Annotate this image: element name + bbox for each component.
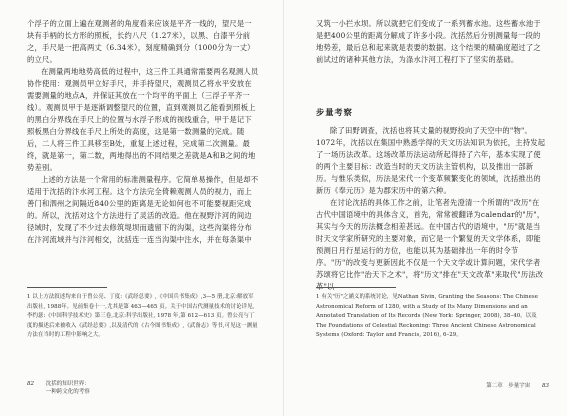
- footnote-divider: [316, 287, 396, 288]
- paragraph: 除了田野调查，沈括也将其丈量的视野投向了天空中的"物"。1072年，沈括以在集国中熟悉学得的天文历法知识为依托，主持发起了一场历法改革。这场改革历法运动所起得持了六年，基本实现了使的两个主要目标：改造当时的天文历法主管机构，以及推出一部新历。与惟乐类似，历法是宋代一个变革频繁变化的领域，沈括推出的新历《奉元历》是为郡宋历中的第六种。: [316, 126, 546, 195]
- book-title-line-2: 一种跨文化的考察: [45, 389, 90, 395]
- right-body-text-top: [316, 18, 546, 66]
- left-page: [0, 0, 283, 416]
- footnote: 1 以上方法叙述均来自于曾公亮、丁度:《武经总要》,《中国兵书集成》,3—5 册,北京:解放军出版社, 1988年。见前集卷十一,尤其是第 463—465 页。关于中国古代测量技术的讨论详见,李约瑟:《中国科学技术史》第三卷,北京:科学出版社, 1978 年,第 612—613 页。曾公亮与丁度的描述后来被收入《武经总要》,以及清代的《古今图书集成》,《武备志》等书,可见这一测量方法在当时的工程中影响之大。: [27, 294, 258, 338]
- page-number: 83: [542, 383, 549, 389]
- section-heading: 步量考察: [316, 107, 353, 117]
- paragraph: 上述的方法是一个常用的标准测量程序。它简单易操作，但是却不适用于沈括的汴水河工程。这个方法完全倚赖观测人员的视力，而上善门和泗州之间隔近840公里的距离是无论如何也不可能要视距完成的。所以，沈括对这个方法进行了灵活的改造。他在视野汴河的间边径域时，发现了不少过去修筑堤坝而遗留下的沟渠，这些沟渠将分布在汴河流域并与汴河相交，沈括连一连当沟渠中注水，并在每条渠中: [27, 175, 259, 244]
- chapter-label: 第二章 步量宇宙: [486, 383, 531, 389]
- page-footer: [27, 380, 90, 396]
- footnote: 1 有关"历"之涵义的系统讨论，见Nathan Sivin, Granting the Seasons: The Chinese Astronomical Reform of 1280, with a Study of Its Many Dimensions and an Annotated Translation of Its Records (New York: Springer, 2008), 38–40。以及The Foundations of Celestial Reckoning: Three Ancient Chinese Astronomical Systems (Oxford: Taylor and Francis, 2016), 6–29。: [316, 294, 539, 338]
- left-body-text: [27, 18, 259, 246]
- footnote-divider: [27, 287, 107, 288]
- paragraph: 又筑一小拦水坝。所以就把它们变成了一系列蓄水池。这些蓄水池于是把400公里的距离分解成了许多小段。沈括然后分别测量每一段的地势差，最后总和起来就是表要的数据。这个结果的精确度超过了之前试过的诸种其他方法，为涤水汴河工程打下了坚实的基础。: [316, 19, 541, 64]
- book-title-line-1: 沈括的知识世界：: [45, 381, 90, 387]
- page-footer: [486, 381, 549, 389]
- paragraph: 个浮子的立面上遍在观测者的角度看来应该是平齐一线的，望尺是一块有手柄的长方形的照板，长约八尺（1.27米），以黑、白漆平分前之，手尺是一把高两丈（6.34米），刻度精确到分（1000分为一丈）的立尺。: [27, 19, 255, 64]
- paragraph: 在讨论沈括的具体工作之前，让笔者先澄清一个所谓的"改历"在古代中国语境中的具体含义，首先，常常被翻译为calendar的"历"，其实与今天的历法概念相差甚远。在中国古代的语境中，"历"就是当时天文学家所研究的主要对象，而它是一个繁复的天文学体系，即能预测日月行星运行的方位，也能以其为基础排出一年的时令节序。"历"的改变与更新因此不仅是一个天文学或计算问题，宋代学者苏颂将它比作"治天下之术"，将"历文"排在"天文改革"来取代"历法改革"以: [316, 198, 545, 291]
- right-body-text: [316, 125, 546, 293]
- right-page: [284, 0, 567, 416]
- page-number: 82: [27, 381, 34, 387]
- paragraph: 在测量两地地势高低的过程中，这三件工具通常需要两名观测人员协作使用：观测员甲立好手尺，并手持望尺，观测员乙将水平安放在需要测量的地点A，并保证其放在一个均平的平面上（三浮子平齐一线）。观测员甲于是逐渐调整望尺的位置，直到观测员乙能看到照板上的黑白分界线在手尺上的位置与水浮子形成的视线重合，甲于是记下照板黑白分界线在手尺上所处的高度，这是第一数测量的完成。随后，二人将三件工具移至B处，重复上述过程，完成第二次测量。最终，就是第一，第二数，两地得出的不同结果之差就是A和B之间的地势差别。: [27, 67, 259, 172]
- running-title: [46, 380, 90, 396]
